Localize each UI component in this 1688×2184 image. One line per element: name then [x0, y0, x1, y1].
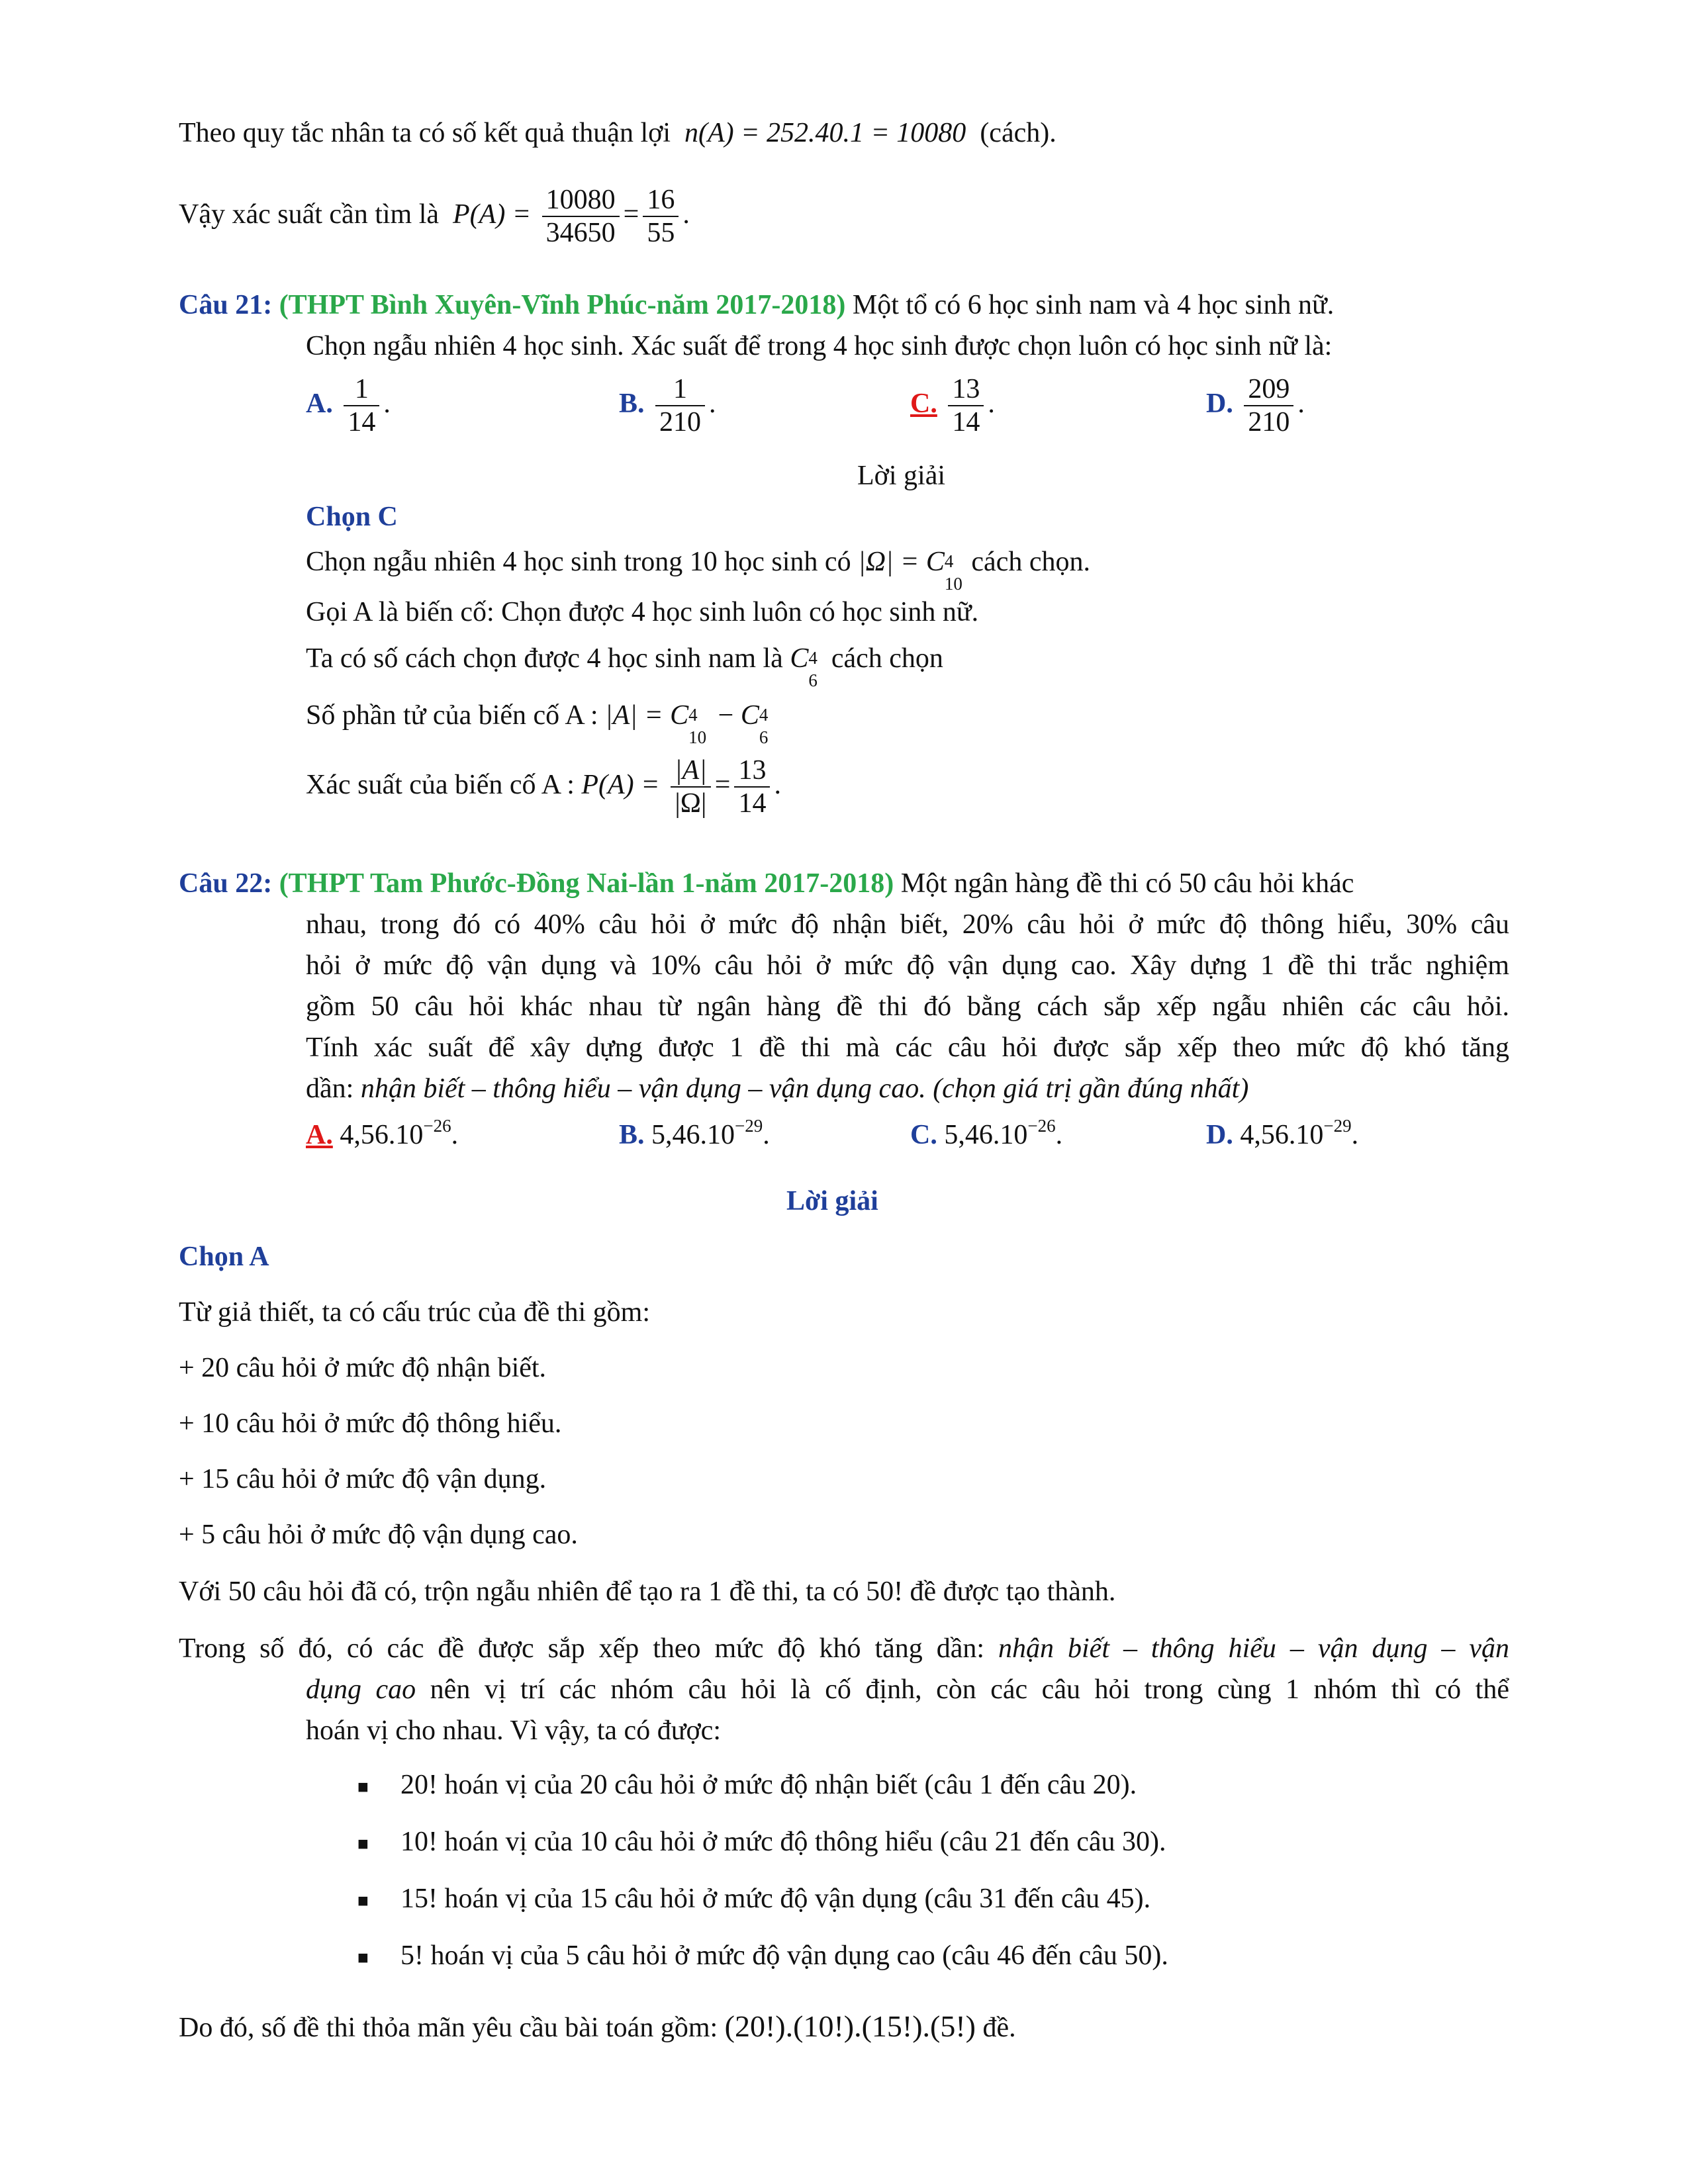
bullet-icon: ■: [357, 1891, 369, 1911]
q22-bullet-item: 10! hoán vị của 10 câu hỏi ở mức độ thông hiểu (câu 21 đến câu 30).: [400, 1827, 1166, 1857]
q22-choose: Chọn A: [179, 1242, 269, 1272]
q22-sol-line: Từ giả thiết, ta có cấu trúc của đề thi gồm:: [179, 1297, 651, 1328]
q21-sol-5: Xác suất của biến cố A : P(A) = $\frac{|A|}{|\Omega|}$ = $\frac{13}{14}$ .: [306, 755, 781, 819]
q21-option-c: C. $\frac{13}{14}$ .: [910, 374, 995, 438]
q22-stem-line: hỏi ở mức độ vận dụng và 10% câu hỏi ở mức độ vận dụng cao. Xây dựng 1 đề thi trắc nghiệm: [306, 950, 1509, 981]
q22-paragraph-1: Trong số đó, có các đề được sắp xếp theo mức độ khó tăng dần: nhận biết – thông hiểu – vận dụng – vận: [179, 1633, 1510, 1664]
q21-solution-title: Lời giải: [857, 461, 946, 491]
q22-final: Do đó, số đề thi thỏa mãn yêu cầu bài toán gồm: (20!).(10!).(15!).(5!) đề.: [179, 2009, 1016, 2043]
q22-header: Câu 22: (THPT Tam Phước-Đồng Nai-lần 1-năm 2017-2018) Một ngân hàng đề thi có 50 câu hỏi khác: [179, 868, 1354, 899]
bullet-icon: ■: [357, 1777, 369, 1797]
q21-stem: Chọn ngẫu nhiên 4 học sinh. Xác suất để trong 4 học sinh được chọn luôn có học sinh nữ là:: [306, 331, 1333, 361]
q22-bullet-item: 15! hoán vị của 15 câu hỏi ở mức độ vận dụng (câu 31 đến câu 45).: [400, 1884, 1151, 1914]
q22-bullet-item: 5! hoán vị của 5 câu hỏi ở mức độ vận dụng cao (câu 46 đến câu 50).: [400, 1940, 1168, 1971]
q22-stem-line: Tính xác suất để xây dựng được 1 đề thi mà các câu hỏi được sắp xếp theo mức độ khó tăng: [306, 1032, 1509, 1063]
prev-line-1: Theo quy tắc nhân ta có số kết quả thuận lợi n(A) = 252.40.1 = 10080 (cách).: [179, 118, 1056, 148]
q21-header: Câu 21: (THPT Bình Xuyên-Vĩnh Phúc-năm 2017-2018) Một tổ có 6 học sinh nam và 4 học sinh nữ.: [179, 290, 1335, 320]
q21-option-d: D. $\frac{209}{210}$ .: [1206, 374, 1305, 438]
q21-option-b: B. $\frac{1}{210}$ .: [619, 374, 716, 438]
q22-stem-line: nhau, trong đó có 40% câu hỏi ở mức độ nhận biết, 20% câu hỏi ở mức độ thông hiểu, 30% câu: [306, 909, 1509, 940]
q22-option-c: C. $5,46.10^{-26}$.: [910, 1116, 1063, 1150]
q22-option-a: A. $4,56.10^{-26}$.: [306, 1116, 459, 1150]
q22-solution-title: Lời giải: [786, 1186, 878, 1216]
q21-sol-2: Gọi A là biến cố: Chọn được 4 học sinh luôn có học sinh nữ.: [306, 597, 979, 627]
q22-sol-line: + 5 câu hỏi ở mức độ vận dụng cao.: [179, 1520, 578, 1550]
q21-sol-3: Ta có số cách chọn được 4 học sinh nam là C 4 6 cách chọn: [306, 643, 943, 690]
q22-stem-line: gồm 50 câu hỏi khác nhau từ ngân hàng đề thi đó bằng cách sắp xếp ngẫu nhiên các câu hỏi.: [306, 991, 1509, 1022]
bullet-icon: ■: [357, 1834, 369, 1854]
fraction: $\frac{10080}{34650}$: [542, 184, 620, 250]
q22-option-b: B. $5,46.10^{-29}$.: [619, 1116, 770, 1150]
fraction: $\frac{16}{55}$: [643, 184, 679, 250]
q22-bullet-item: 20! hoán vị của 20 câu hỏi ở mức độ nhận biết (câu 1 đến câu 20).: [400, 1770, 1137, 1800]
q21-sol-4: Số phần tử của biến cố A : |A| = C 4 10 − C 4 6: [306, 700, 769, 747]
q22-sol-line: + 10 câu hỏi ở mức độ thông hiểu.: [179, 1408, 562, 1439]
q21-sol-1: Chọn ngẫu nhiên 4 học sinh trong 10 học sinh có |Ω| = C 4 10 cách chọn.: [306, 547, 1090, 594]
q22-sol-line: + 20 câu hỏi ở mức độ nhận biết.: [179, 1353, 547, 1383]
q22-sol-line: Với 50 câu hỏi đã có, trộn ngẫu nhiên để tạo ra 1 đề thi, ta có 50! đề được tạo thành.: [179, 1576, 1116, 1607]
prev-line-2: Vậy xác suất cần tìm là P(A) = $\frac{10080}{34650}$ = $\frac{16}{55}$ .: [179, 185, 690, 249]
q22-sol-line: + 15 câu hỏi ở mức độ vận dụng.: [179, 1464, 547, 1494]
q21-choose: Chọn C: [306, 502, 398, 532]
q22-stem-last: dần: nhận biết – thông hiểu – vận dụng – vận dụng cao. (chọn giá trị gần đúng nhất): [306, 1073, 1249, 1104]
bullet-icon: ■: [357, 1948, 369, 1968]
q22-option-d: D. $4,56.10^{-29}$.: [1206, 1116, 1359, 1150]
q22-paragraph-2: dụng cao nên vị trí các nhóm câu hỏi là cố định, còn các câu hỏi trong cùng 1 nhóm thì có thể: [306, 1674, 1509, 1705]
q21-option-a: A. $\frac{1}{14}$ .: [306, 374, 391, 438]
q22-paragraph-3: hoán vị cho nhau. Vì vậy, ta có được:: [306, 1715, 721, 1746]
